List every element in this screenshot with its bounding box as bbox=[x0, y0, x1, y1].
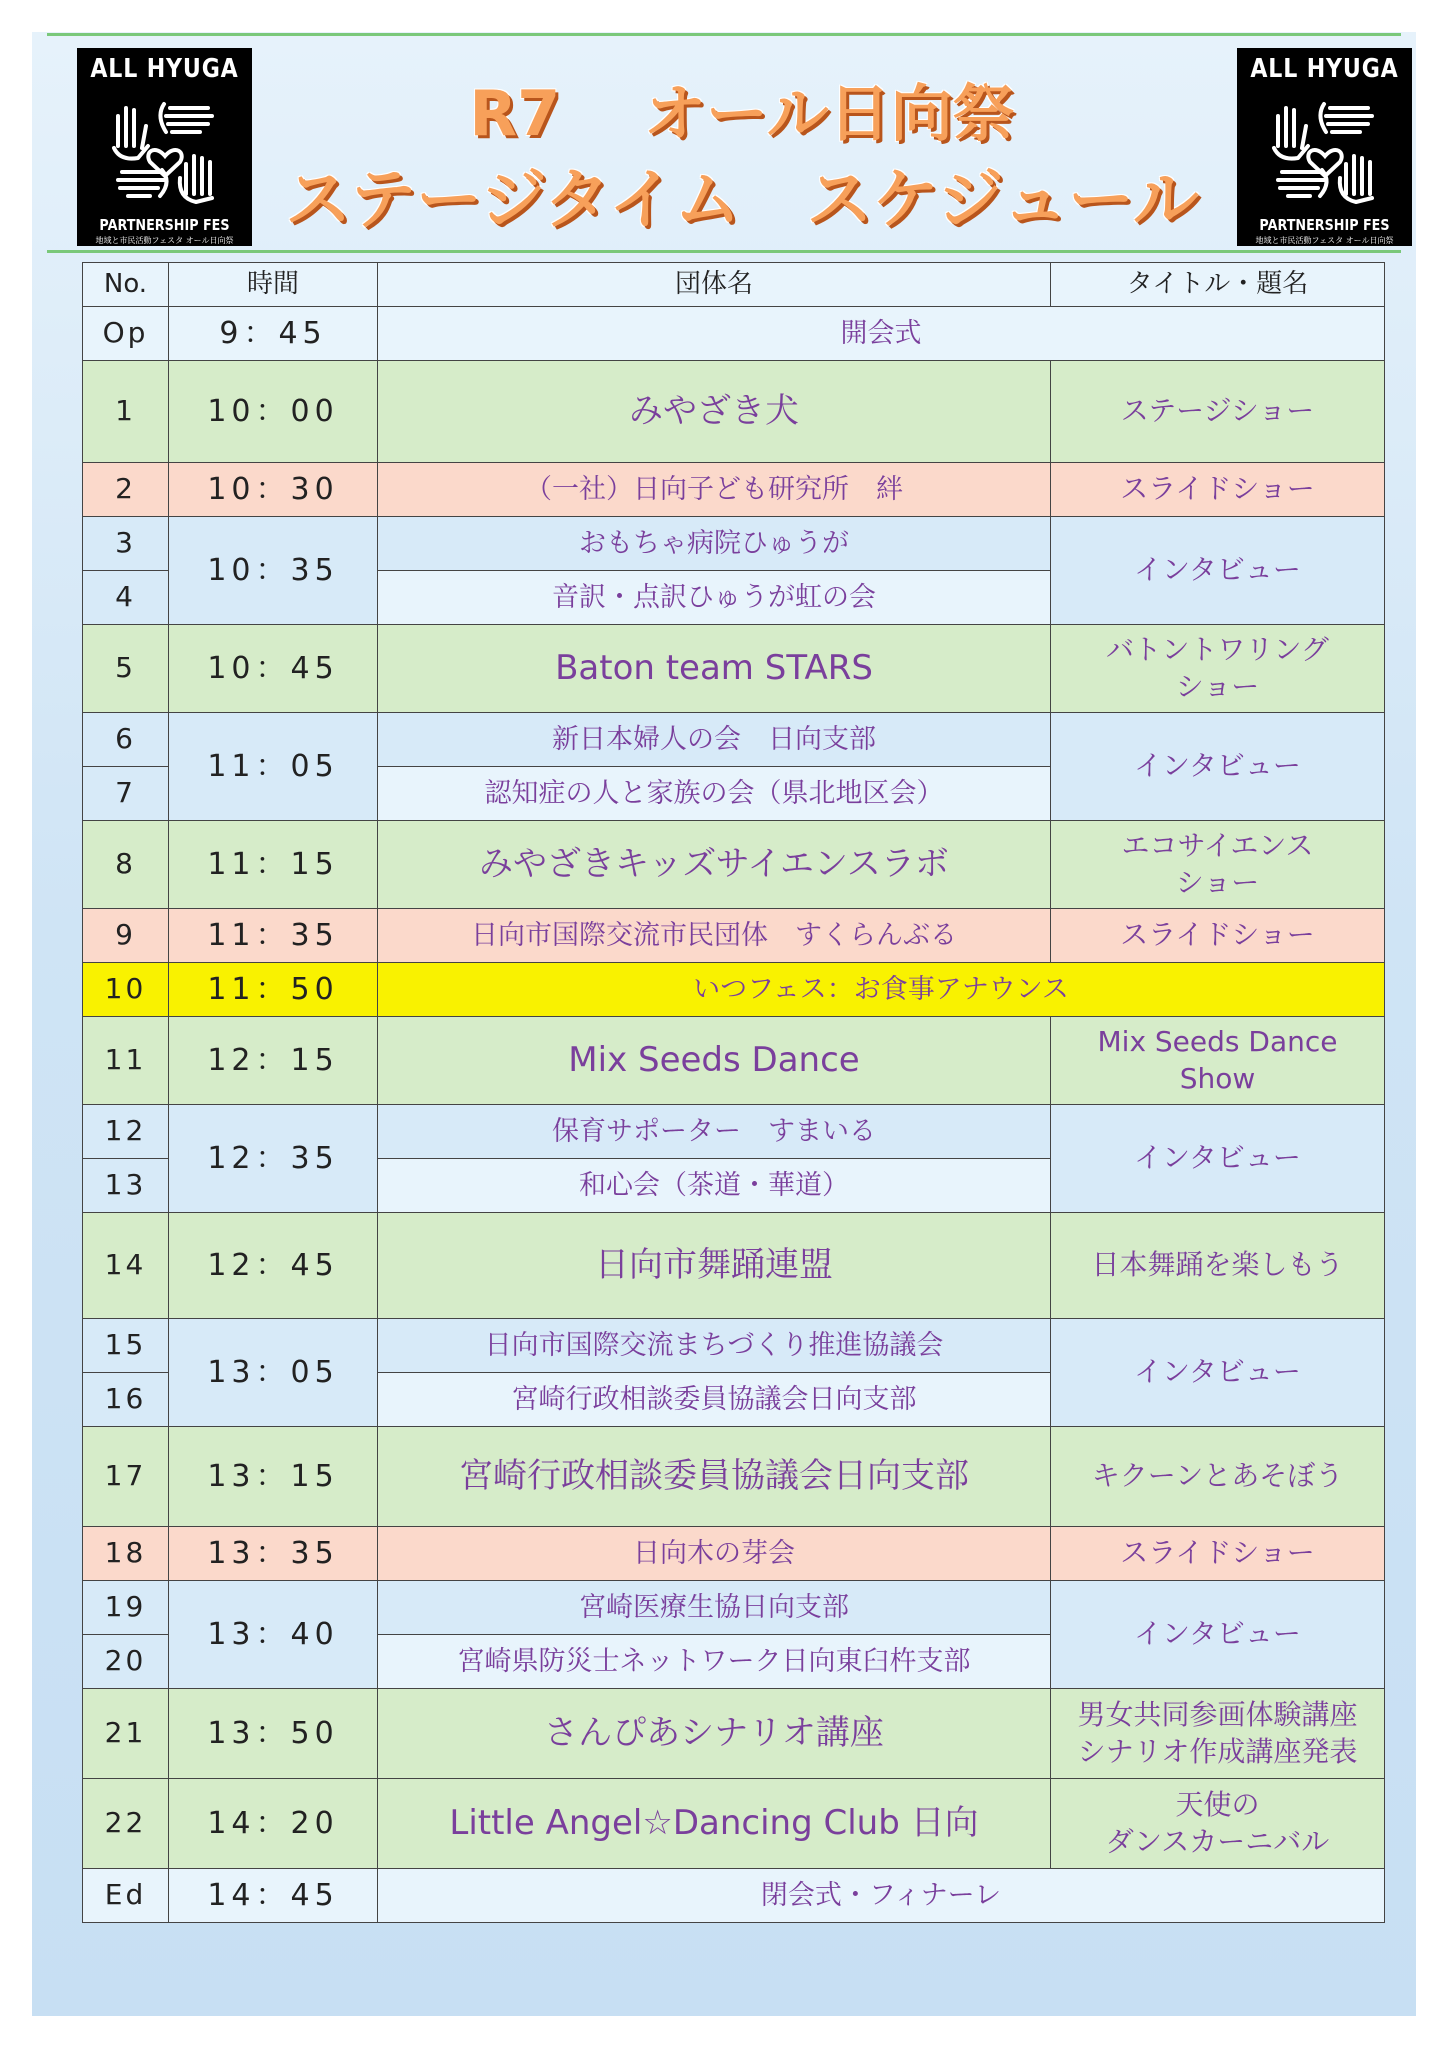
row-time: 9：45 bbox=[169, 307, 378, 361]
logo-top-text: ALL HYUGA bbox=[1250, 54, 1399, 84]
row-no: 7 bbox=[83, 767, 169, 821]
row-title: インタビュー bbox=[1051, 713, 1385, 821]
row-title: インタビュー bbox=[1051, 1105, 1385, 1213]
row-no: 8 bbox=[83, 821, 169, 909]
row-time: 14：20 bbox=[169, 1779, 378, 1869]
title-line: エコサイエンス bbox=[1121, 829, 1314, 863]
row-title: スライドショー bbox=[1051, 909, 1385, 963]
row-org: 宮崎行政相談委員協議会日向支部 bbox=[378, 1427, 1051, 1527]
header-title: タイトル・題名 bbox=[1051, 263, 1385, 307]
row-no: 17 bbox=[83, 1427, 169, 1527]
row-org: みやざき犬 bbox=[378, 361, 1051, 463]
row-org: 音訳・点訳ひゅうが虹の会 bbox=[378, 571, 1051, 625]
row-time: 11：15 bbox=[169, 821, 378, 909]
row-time: 10：35 bbox=[169, 517, 378, 625]
row-org: いつフェス：お食事アナウンス bbox=[378, 963, 1385, 1017]
row-org: 和心会（茶道・華道） bbox=[378, 1159, 1051, 1213]
table-row bbox=[83, 1527, 1385, 1581]
title-line: 男女共同参画体験講座 bbox=[1077, 1698, 1358, 1732]
schedule-table bbox=[82, 262, 1385, 1923]
row-title: スライドショー bbox=[1051, 463, 1385, 517]
row-title bbox=[1051, 1017, 1385, 1105]
row-time: 13：40 bbox=[169, 1581, 378, 1689]
row-title: 日本舞踊を楽しもう bbox=[1051, 1213, 1385, 1319]
logo-sub-text: 地域と市民活動フェスタ オール日向祭 bbox=[95, 236, 234, 245]
row-no: 10 bbox=[83, 963, 169, 1017]
row-org: 日向木の芽会 bbox=[378, 1527, 1051, 1581]
row-org: 日向市国際交流まちづくり推進協議会 bbox=[378, 1319, 1051, 1373]
row-title bbox=[1051, 1689, 1385, 1779]
table-row bbox=[83, 307, 1385, 361]
table-header-row bbox=[83, 263, 1385, 307]
row-org: Baton team STARS bbox=[378, 625, 1051, 713]
schedule-sheet bbox=[32, 32, 1416, 2016]
top-rule bbox=[47, 33, 1401, 36]
table-row bbox=[83, 517, 1385, 571]
row-no: 16 bbox=[83, 1373, 169, 1427]
row-org: 宮崎県防災士ネットワーク日向東臼杵支部 bbox=[378, 1635, 1051, 1689]
logo-top-text: ALL HYUGA bbox=[90, 54, 239, 84]
row-no: 3 bbox=[83, 517, 169, 571]
row-title: キクーンとあそぼう bbox=[1051, 1427, 1385, 1527]
row-org: 認知症の人と家族の会（県北地区会） bbox=[378, 767, 1051, 821]
row-time: 11：05 bbox=[169, 713, 378, 821]
row-org: 閉会式・フィナーレ bbox=[378, 1869, 1385, 1923]
row-time: 14：45 bbox=[169, 1869, 378, 1923]
table-row bbox=[83, 361, 1385, 463]
row-org: 開会式 bbox=[378, 307, 1385, 361]
row-title bbox=[1051, 625, 1385, 713]
table-row bbox=[83, 1427, 1385, 1527]
page-title-line2: ステージタイム スケジュール bbox=[285, 161, 1199, 238]
row-org: 宮崎医療生協日向支部 bbox=[378, 1581, 1051, 1635]
title-line: Mix Seeds Dance bbox=[1097, 1025, 1338, 1059]
row-no: 21 bbox=[83, 1689, 169, 1779]
row-title: インタビュー bbox=[1051, 1581, 1385, 1689]
logo-right bbox=[1237, 48, 1412, 246]
row-title bbox=[1051, 1779, 1385, 1869]
logo-sub-text: 地域と市民活動フェスタ オール日向祭 bbox=[1255, 236, 1394, 245]
row-title: インタビュー bbox=[1051, 517, 1385, 625]
row-no: 14 bbox=[83, 1213, 169, 1319]
table-row bbox=[83, 463, 1385, 517]
logo-bottom-text: PARTNERSHIP FES bbox=[1259, 216, 1390, 234]
row-no: 22 bbox=[83, 1779, 169, 1869]
logo-left bbox=[77, 48, 252, 246]
row-org: さんぴあシナリオ講座 bbox=[378, 1689, 1051, 1779]
row-time: 11：35 bbox=[169, 909, 378, 963]
hands-heart-logo-icon bbox=[100, 86, 230, 216]
row-no: 9 bbox=[83, 909, 169, 963]
row-no: 19 bbox=[83, 1581, 169, 1635]
title-line: ダンスカーニバル bbox=[1105, 1824, 1330, 1858]
row-org: 宮崎行政相談委員協議会日向支部 bbox=[378, 1373, 1051, 1427]
row-no: Ed bbox=[83, 1869, 169, 1923]
row-no: 13 bbox=[83, 1159, 169, 1213]
title-line: 天使の bbox=[1175, 1788, 1260, 1822]
row-no: 6 bbox=[83, 713, 169, 767]
table-row bbox=[83, 625, 1385, 713]
row-no: 20 bbox=[83, 1635, 169, 1689]
row-no: 1 bbox=[83, 361, 169, 463]
row-org: みやざきキッズサイエンスラボ bbox=[378, 821, 1051, 909]
title-line: Show bbox=[1179, 1061, 1256, 1095]
table-row bbox=[83, 1581, 1385, 1635]
row-time: 13：15 bbox=[169, 1427, 378, 1527]
row-no: 4 bbox=[83, 571, 169, 625]
row-org: Mix Seeds Dance bbox=[378, 1017, 1051, 1105]
row-org: （一社）日向子ども研究所 絆 bbox=[378, 463, 1051, 517]
row-no: 5 bbox=[83, 625, 169, 713]
row-org: 新日本婦人の会 日向支部 bbox=[378, 713, 1051, 767]
header-org: 団体名 bbox=[378, 263, 1051, 307]
table-row bbox=[83, 713, 1385, 767]
row-time: 11：50 bbox=[169, 963, 378, 1017]
row-time: 12：15 bbox=[169, 1017, 378, 1105]
hands-heart-logo-icon bbox=[1260, 86, 1390, 216]
row-org: 日向市舞踊連盟 bbox=[378, 1213, 1051, 1319]
table-row bbox=[83, 963, 1385, 1017]
table-row bbox=[83, 1105, 1385, 1159]
row-time: 10：30 bbox=[169, 463, 378, 517]
logo-bottom-text: PARTNERSHIP FES bbox=[99, 216, 230, 234]
table-row bbox=[83, 1319, 1385, 1373]
table-row bbox=[83, 1689, 1385, 1779]
row-time: 13：05 bbox=[169, 1319, 378, 1427]
title-line: シナリオ作成講座発表 bbox=[1077, 1734, 1358, 1768]
table-row bbox=[83, 1213, 1385, 1319]
page-title-line1: R7 オール日向祭 bbox=[469, 77, 1015, 150]
row-org: 日向市国際交流市民団体 すくらんぶる bbox=[378, 909, 1051, 963]
row-time: 10：00 bbox=[169, 361, 378, 463]
row-title: インタビュー bbox=[1051, 1319, 1385, 1427]
row-org: Little Angel☆Dancing Club 日向 bbox=[378, 1779, 1051, 1869]
row-time: 12：45 bbox=[169, 1213, 378, 1319]
title-line: バトントワリング bbox=[1106, 633, 1329, 667]
row-org: 保育サポーター すまいる bbox=[378, 1105, 1051, 1159]
title-line: ショー bbox=[1175, 865, 1260, 899]
row-no: 12 bbox=[83, 1105, 169, 1159]
row-no: Op bbox=[83, 307, 169, 361]
table-row bbox=[83, 909, 1385, 963]
header-no: No. bbox=[83, 263, 169, 307]
table-row bbox=[83, 1779, 1385, 1869]
row-time: 13：50 bbox=[169, 1689, 378, 1779]
row-no: 11 bbox=[83, 1017, 169, 1105]
table-row bbox=[83, 821, 1385, 909]
row-title bbox=[1051, 821, 1385, 909]
table-row bbox=[83, 1017, 1385, 1105]
row-no: 18 bbox=[83, 1527, 169, 1581]
row-no: 2 bbox=[83, 463, 169, 517]
title-line: ショー bbox=[1175, 669, 1260, 703]
row-title: ステージショー bbox=[1051, 361, 1385, 463]
row-org: おもちゃ病院ひゅうが bbox=[378, 517, 1051, 571]
header-time: 時間 bbox=[169, 263, 378, 307]
row-title: スライドショー bbox=[1051, 1527, 1385, 1581]
title-band bbox=[47, 38, 1401, 253]
table-row bbox=[83, 1869, 1385, 1923]
row-time: 12：35 bbox=[169, 1105, 378, 1213]
row-no: 15 bbox=[83, 1319, 169, 1373]
row-time: 10：45 bbox=[169, 625, 378, 713]
row-time: 13：35 bbox=[169, 1527, 378, 1581]
